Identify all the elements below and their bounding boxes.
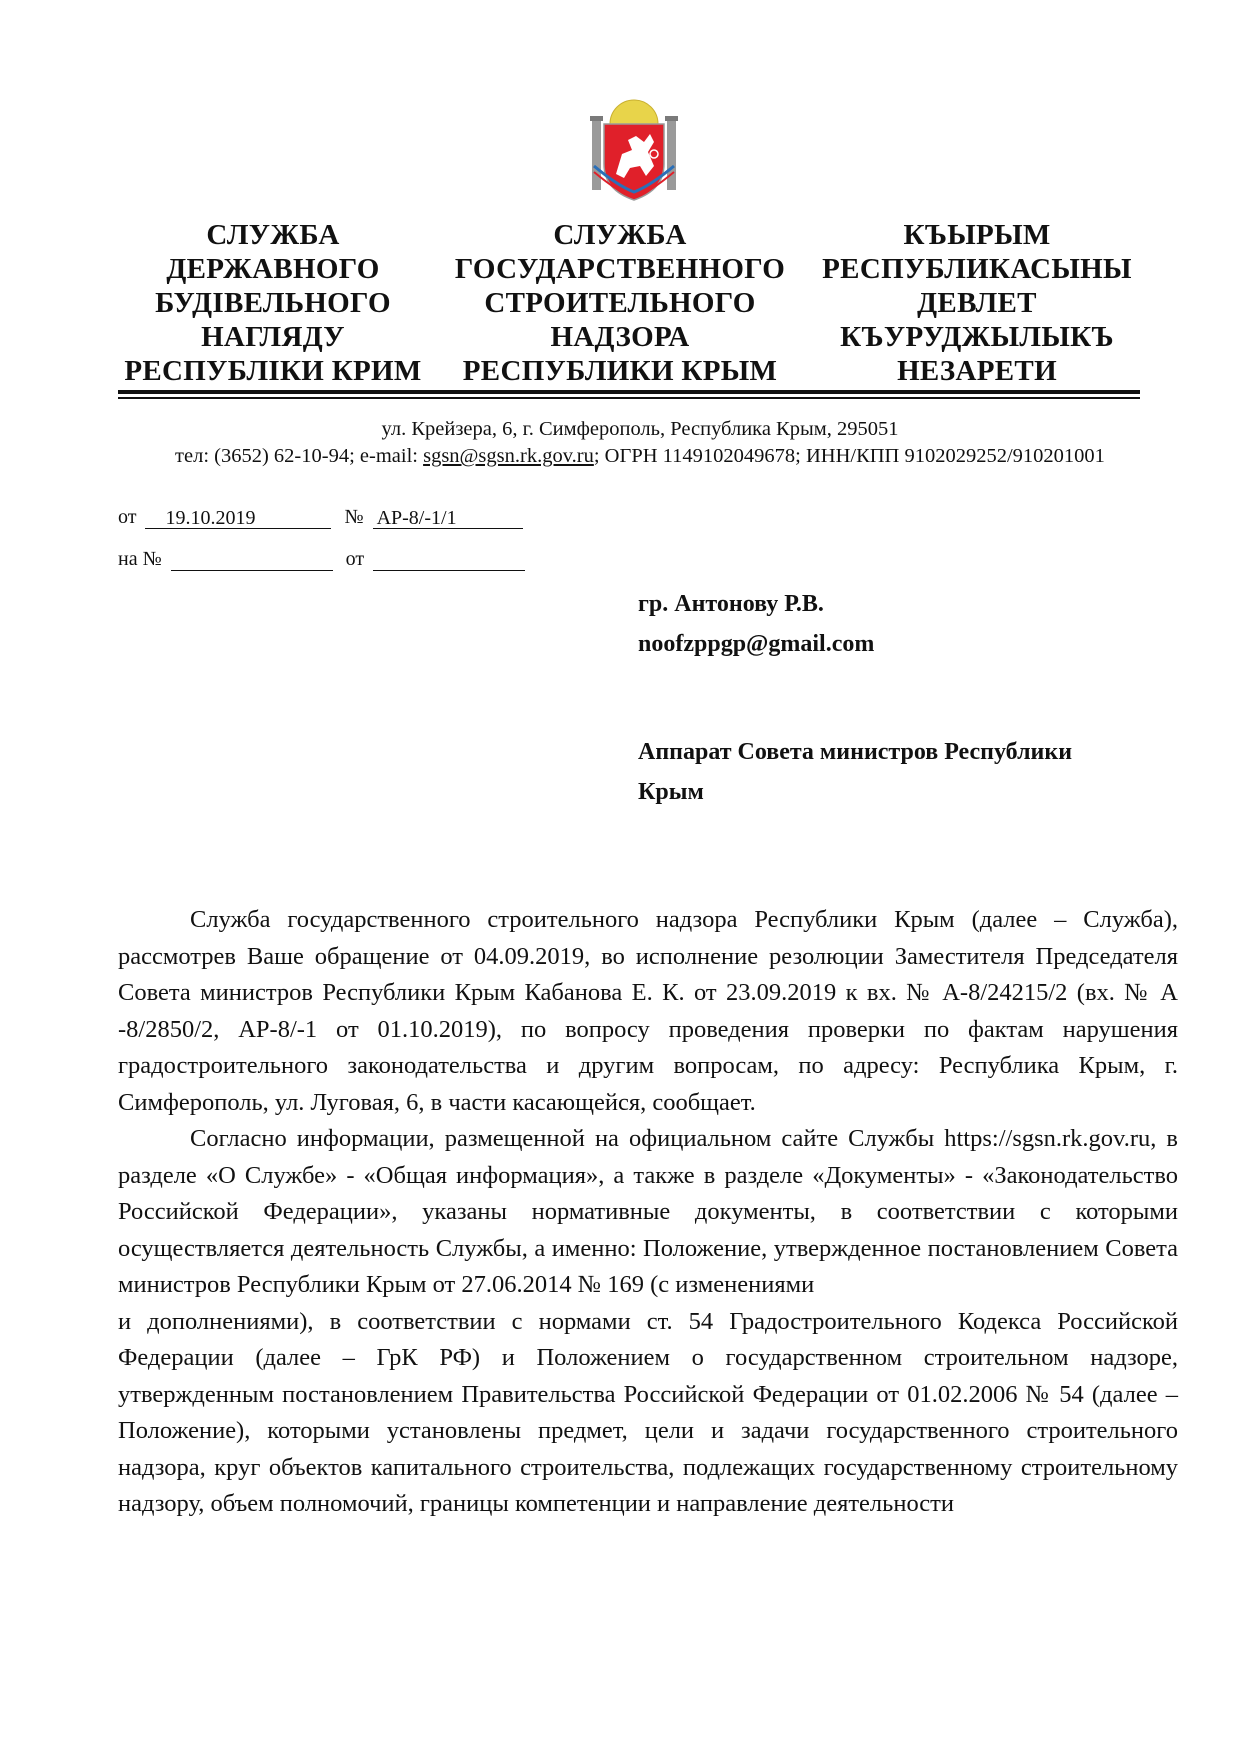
header-russian (450, 218, 790, 388)
recipient-organization (638, 732, 1178, 812)
body-paragraph (118, 1121, 1178, 1523)
header-line: КЪУРУДЖЫЛЫКЪ (840, 321, 1114, 353)
recipient-email: noofzppgp@gmail.com (638, 631, 875, 657)
header-line: ДЕВЛЕТ (917, 287, 1037, 319)
header-line: РЕСПУБЛИКИ КРЫМ (462, 355, 778, 387)
header-line: СЛУЖБА (553, 219, 687, 251)
contact-block (100, 416, 1180, 470)
registry-text: ; ОГРН 1149102049678; ИНН/КПП 9102029252/910201001 (593, 445, 1105, 467)
reply-from-label: от (345, 548, 365, 570)
header-line: КЪЫРЫМ (903, 219, 1051, 251)
address-line: ул. Крейзера, 6, г. Симферополь, Республика Крым, 295051 (381, 418, 899, 440)
header-line: НАГЛЯДУ (201, 321, 345, 353)
recipient-org-line: Крым (638, 779, 704, 805)
body-paragraph-part: и дополнениями), в соответствии с нормами ст. 54 Градостроительного Кодекса Российской Федерации (далее – ГрК РФ) и Положением о государственном строительном надзоре, утвержденным постановлением Правительства Российской Федерации от 01.02.2006 № 54 (далее – Положение), которыми установлены предмет, цели и задачи государственного строительного надзора, круг объектов капитального строительства, подлежащих государственному строительному надзору, объем полномочий, границы компетенции и направление деятельности (118, 1307, 1178, 1517)
outgoing-registration (118, 506, 523, 529)
outgoing-number-field: АР-8/-1/1 (373, 507, 523, 529)
recipient-name: гр. Антонову Р.В. (638, 591, 824, 617)
header-line: ГОСУДАРСТВЕННОГО (454, 253, 786, 285)
header-line: СТРОИТЕЛЬНОГО (484, 287, 756, 319)
recipient-org-line: Аппарат Совета министров Республики (638, 739, 1073, 765)
letter-body (118, 902, 1178, 1523)
contact-line (100, 443, 1180, 470)
header-divider-thick (118, 390, 1140, 394)
from-label: от (118, 506, 137, 528)
header-crimean-tatar (812, 218, 1142, 388)
header-ukrainian (118, 218, 428, 388)
organization-header (118, 218, 1142, 388)
header-line: РЕСПУБЛІКИ КРИМ (124, 355, 422, 387)
recipient-person (638, 584, 874, 664)
reply-registration (118, 548, 525, 571)
outgoing-date-field: 19.10.2019 (145, 507, 331, 529)
reply-date-field (373, 549, 525, 571)
header-line: НЕЗАРЕТИ (897, 355, 1057, 387)
header-line: НАДЗОРА (550, 321, 690, 353)
header-line: РЕСПУБЛИКАСЫНЫ (822, 253, 1132, 285)
reply-number-field (171, 549, 333, 571)
crimea-coat-of-arms-icon (588, 96, 680, 206)
header-line: СЛУЖБА (206, 219, 340, 251)
number-label: № (344, 506, 364, 528)
email-link[interactable]: sgsn@sgsn.rk.gov.ru (423, 445, 594, 467)
body-paragraph: Служба государственного строительного надзора Республики Крым (далее – Служба), рассмотрев Ваше обращение от 04.09.2019, во исполнение резолюции Заместителя Председателя Совета министров Республики Крым Кабанова Е. К. от 23.09.2019 к вх. № А-8/24215/2 (вх. № А -8/2850/2, АР-8/-1 от 01.10.2019), по вопросу проведения проверки по фактам нарушения градостроительного законодательства и другим вопросам, по адресу: Республика Крым, г. Симферополь, ул. Луговая, 6, в части касающейся, сообщает. (118, 906, 1178, 1116)
phone-text: тел: (3652) 62-10-94; e-mail: (175, 445, 424, 467)
reply-number-label: на № (118, 548, 162, 570)
body-paragraph-part: Согласно информации, размещенной на официальном сайте Службы https://sgsn.rk.gov.ru, в разделе «О Службе» - «Общая информация», а также в разделе «Документы» - «Законодательство Российской Федерации», указаны нормативные документы, в соответствии с которыми осуществляется деятельность Службы, а именно: Положение, утвержденное постановлением Совета министров Республики Крым от 27.06.2014 № 169 (с изменениями (118, 1125, 1178, 1298)
header-line: ДЕРЖАВНОГО (166, 253, 380, 285)
header-line: БУДІВЕЛЬНОГО (155, 287, 391, 319)
header-divider-thin (118, 397, 1140, 399)
